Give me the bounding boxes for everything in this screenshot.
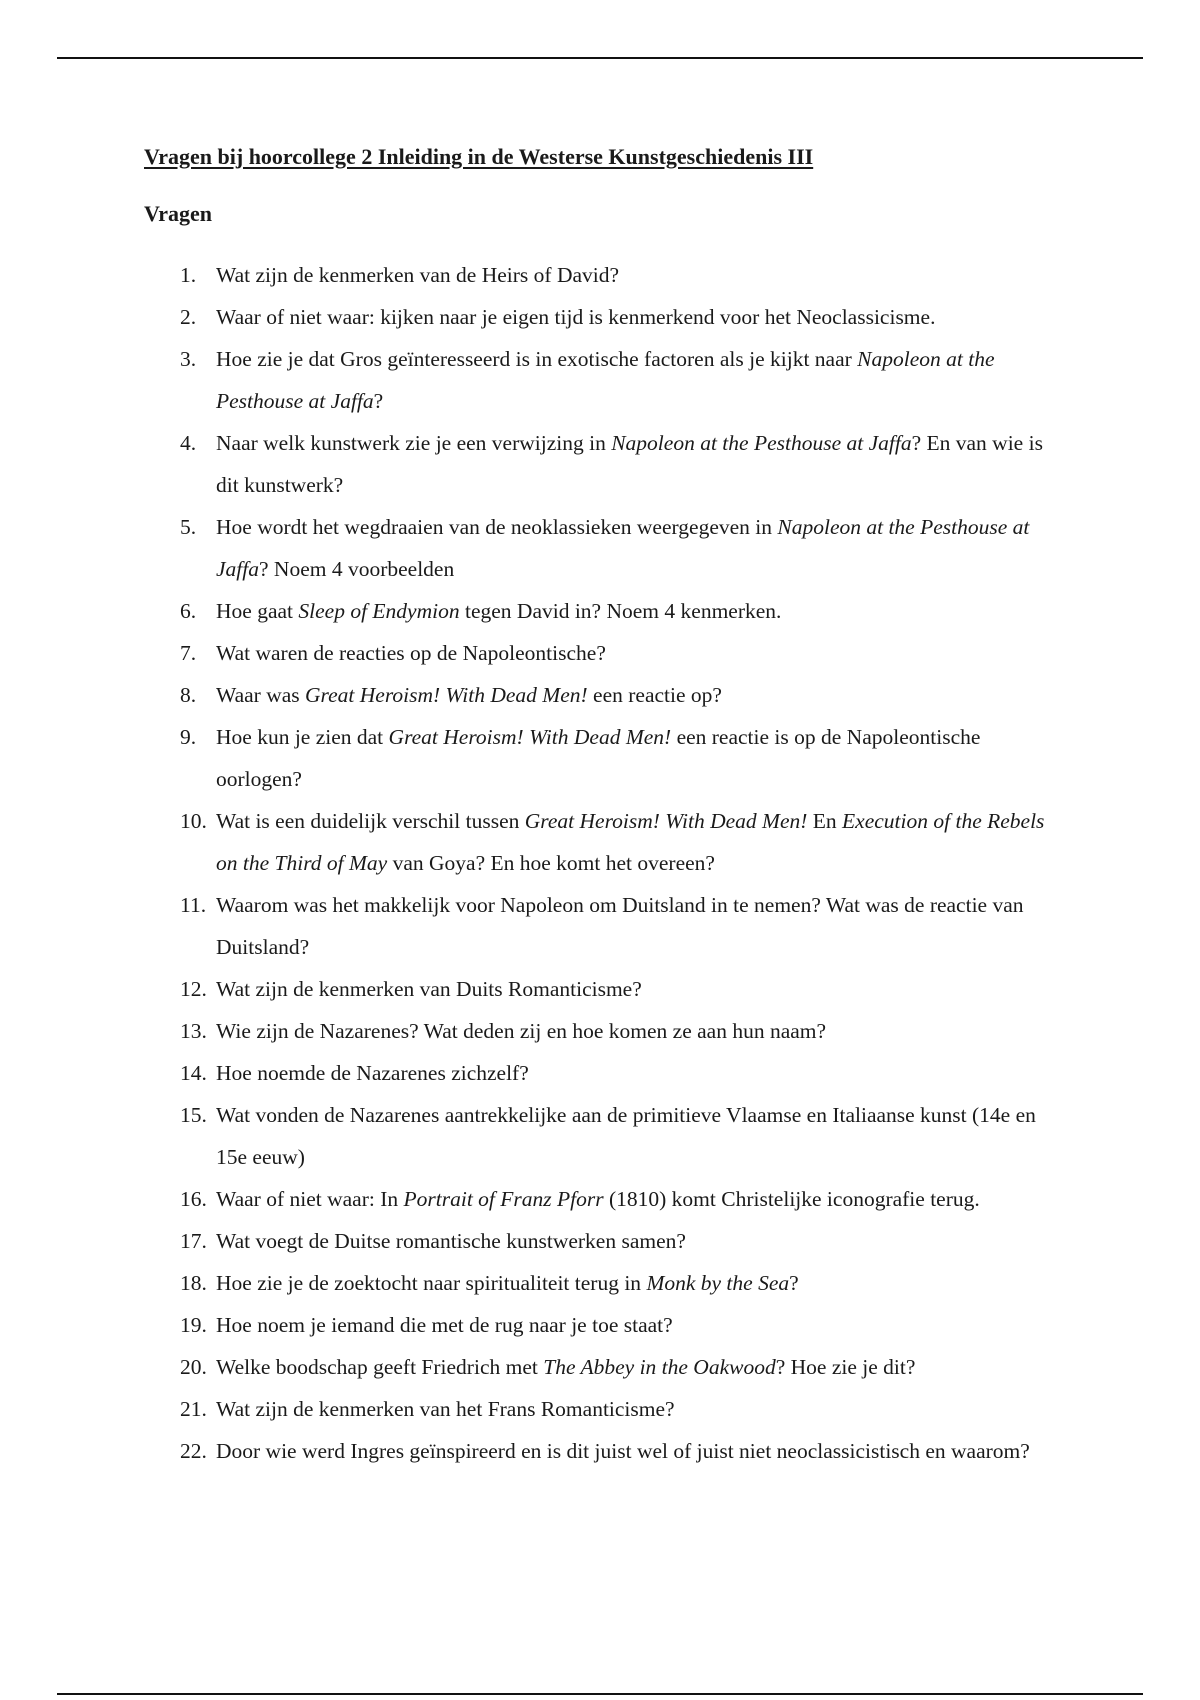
question-text-segment: Wat voegt de Duitse romantische kunstwerken samen? [216, 1229, 686, 1253]
question-item [144, 1430, 1064, 1472]
question-item [144, 1346, 1064, 1388]
question-item [144, 1094, 1064, 1178]
question-text-segment: tegen David in? Noem 4 kenmerken. [459, 599, 782, 623]
question-text [216, 1439, 1030, 1463]
question-item [144, 338, 1064, 422]
question-text [216, 1313, 673, 1337]
question-number: 2. [180, 305, 197, 329]
question-text [216, 599, 781, 623]
question-number: 11. [180, 893, 207, 917]
question-number: 18. [180, 1271, 207, 1295]
question-text [216, 1355, 915, 1379]
question-text-segment: Naar welk kunstwerk zie je een verwijzing in [216, 431, 612, 455]
artwork-title: Great Heroism! With Dead Men! [524, 809, 808, 833]
question-item [144, 1304, 1064, 1346]
question-number: 19. [180, 1313, 207, 1337]
artwork-title: Monk by the Sea [646, 1271, 790, 1295]
question-number: 22. [180, 1439, 207, 1463]
question-text-segment: Hoe zie je de zoektocht naar spiritualiteit terug in [216, 1271, 647, 1295]
question-text [216, 1397, 675, 1421]
question-text [216, 305, 935, 329]
question-number: 21. [180, 1397, 207, 1421]
question-text-segment: ? Noem 4 voorbeelden [259, 557, 455, 581]
question-item [144, 296, 1064, 338]
question-text-segment: een reactie is op de Napoleontische oorlogen? [216, 725, 981, 791]
question-text-segment: Welke boodschap geeft Friedrich met [216, 1355, 544, 1379]
question-text [216, 893, 1024, 959]
question-number: 6. [180, 599, 197, 623]
question-text [216, 1229, 686, 1253]
question-text [216, 1187, 980, 1211]
question-number: 7. [180, 641, 197, 665]
question-number: 9. [180, 725, 197, 749]
question-text-segment: ? En van wie is dit kunstwerk? [216, 431, 1043, 497]
question-text-segment: Wie zijn de Nazarenes? Wat deden zij en hoe komen ze aan hun naam? [216, 1019, 827, 1043]
question-text-segment: een reactie op? [587, 683, 722, 707]
question-text-segment: Waar was [216, 683, 306, 707]
question-text-segment: Hoe noem je iemand die met de rug naar je toe staat? [216, 1313, 673, 1337]
artwork-title: Portrait of Franz Pforr [403, 1187, 604, 1211]
question-item [144, 800, 1064, 884]
top-rule [57, 57, 1143, 59]
question-item [144, 968, 1064, 1010]
artwork-title: Napoleon at the Pesthouse at Jaffa [216, 347, 995, 413]
question-number: 20. [180, 1355, 207, 1379]
question-number: 17. [180, 1229, 207, 1253]
question-text [216, 515, 1029, 581]
question-item [144, 884, 1064, 968]
question-text [216, 725, 980, 791]
question-text-segment: Door wie werd Ingres geïnspireerd en is dit juist wel of juist niet neoclassicistisch en waarom? [216, 1439, 1030, 1463]
artwork-title: Napoleon at the Pesthouse at Jaffa [611, 431, 912, 455]
question-text-segment: van Goya? En hoe komt het overeen? [387, 851, 715, 875]
section-heading: Vragen [144, 201, 213, 226]
question-number: 10. [180, 809, 207, 833]
question-number: 12. [180, 977, 207, 1001]
question-item [144, 632, 1064, 674]
question-text [216, 1019, 826, 1043]
question-text [216, 431, 1043, 497]
question-text [216, 1271, 799, 1295]
question-text-segment: ? [789, 1271, 799, 1295]
question-number: 13. [180, 1019, 207, 1043]
question-text [216, 809, 1044, 875]
question-item [144, 1262, 1064, 1304]
question-item [144, 1388, 1064, 1430]
question-text-segment: Wat waren de reacties op de Napoleontische? [216, 641, 606, 665]
question-text-segment: Wat is een duidelijk verschil tussen [216, 809, 525, 833]
question-item [144, 1010, 1064, 1052]
question-item [144, 1220, 1064, 1262]
question-number: 14. [180, 1061, 207, 1085]
question-number: 1. [180, 263, 197, 287]
artwork-title: Napoleon at the Pesthouse at Jaffa [216, 515, 1030, 581]
artwork-title: Execution of the Rebels on the Third of May [216, 809, 1045, 875]
question-text [216, 347, 995, 413]
question-text-segment: En [807, 809, 843, 833]
question-text-segment: Hoe gaat [216, 599, 299, 623]
question-item [144, 1178, 1064, 1220]
question-item [144, 422, 1064, 506]
question-item [144, 716, 1064, 800]
artwork-title: Great Heroism! With Dead Men! [388, 725, 672, 749]
bottom-rule [57, 1693, 1143, 1695]
question-number: 8. [180, 683, 197, 707]
document-title: Vragen bij hoorcollege 2 Inleiding in de Westerse Kunstgeschiedenis III [144, 144, 814, 169]
question-text-segment: Waar of niet waar: kijken naar je eigen tijd is kenmerkend voor het Neoclassicisme. [216, 305, 936, 329]
question-text [216, 1061, 529, 1085]
question-text-segment: ? [373, 389, 384, 413]
question-number: 4. [180, 431, 197, 455]
question-text-segment: Waarom was het makkelijk voor Napoleon om Duitsland in te nemen? Wat was de reactie van Duitsland? [216, 893, 1024, 959]
question-number: 3. [180, 347, 197, 371]
question-text-segment: Hoe noemde de Nazarenes zichzelf? [216, 1061, 529, 1085]
question-item [144, 590, 1064, 632]
question-text-segment: Hoe wordt het wegdraaien van de neoklassieken weergegeven in [216, 515, 778, 539]
question-text-segment: (1810) komt Christelijke iconografie terug. [603, 1187, 980, 1211]
question-text [216, 641, 606, 665]
question-text-segment: Wat zijn de kenmerken van het Frans Romanticisme? [216, 1397, 675, 1421]
question-item [144, 254, 1064, 296]
question-list [144, 254, 1064, 1472]
artwork-title: Great Heroism! With Dead Men! [305, 683, 588, 707]
question-text-segment: Wat zijn de kenmerken van Duits Romanticisme? [216, 977, 642, 1001]
question-text-segment: Wat zijn de kenmerken van de Heirs of David? [216, 263, 620, 287]
question-number: 5. [180, 515, 197, 539]
question-item [144, 674, 1064, 716]
question-number: 16. [180, 1187, 207, 1211]
question-text-segment: Hoe kun je zien dat [216, 725, 389, 749]
question-text-segment: Wat vonden de Nazarenes aantrekkelijke aan de primitieve Vlaamse en Italiaanse kunst (14e en 15e eeuw) [216, 1103, 1036, 1169]
question-text-segment: Hoe zie je dat Gros geïnteresseerd is in exotische factoren als je kijkt naar [216, 347, 858, 371]
question-text [216, 263, 619, 287]
question-text [216, 1103, 1036, 1169]
question-number: 15. [180, 1103, 207, 1127]
question-text-segment: ? Hoe zie je dit? [775, 1355, 916, 1379]
question-item [144, 1052, 1064, 1094]
artwork-title: Sleep of Endymion [298, 599, 460, 623]
question-item [144, 506, 1064, 590]
artwork-title: The Abbey in the Oakwood [543, 1355, 776, 1379]
question-text [216, 683, 722, 707]
question-text-segment: Waar of niet waar: In [216, 1187, 404, 1211]
question-text [216, 977, 642, 1001]
